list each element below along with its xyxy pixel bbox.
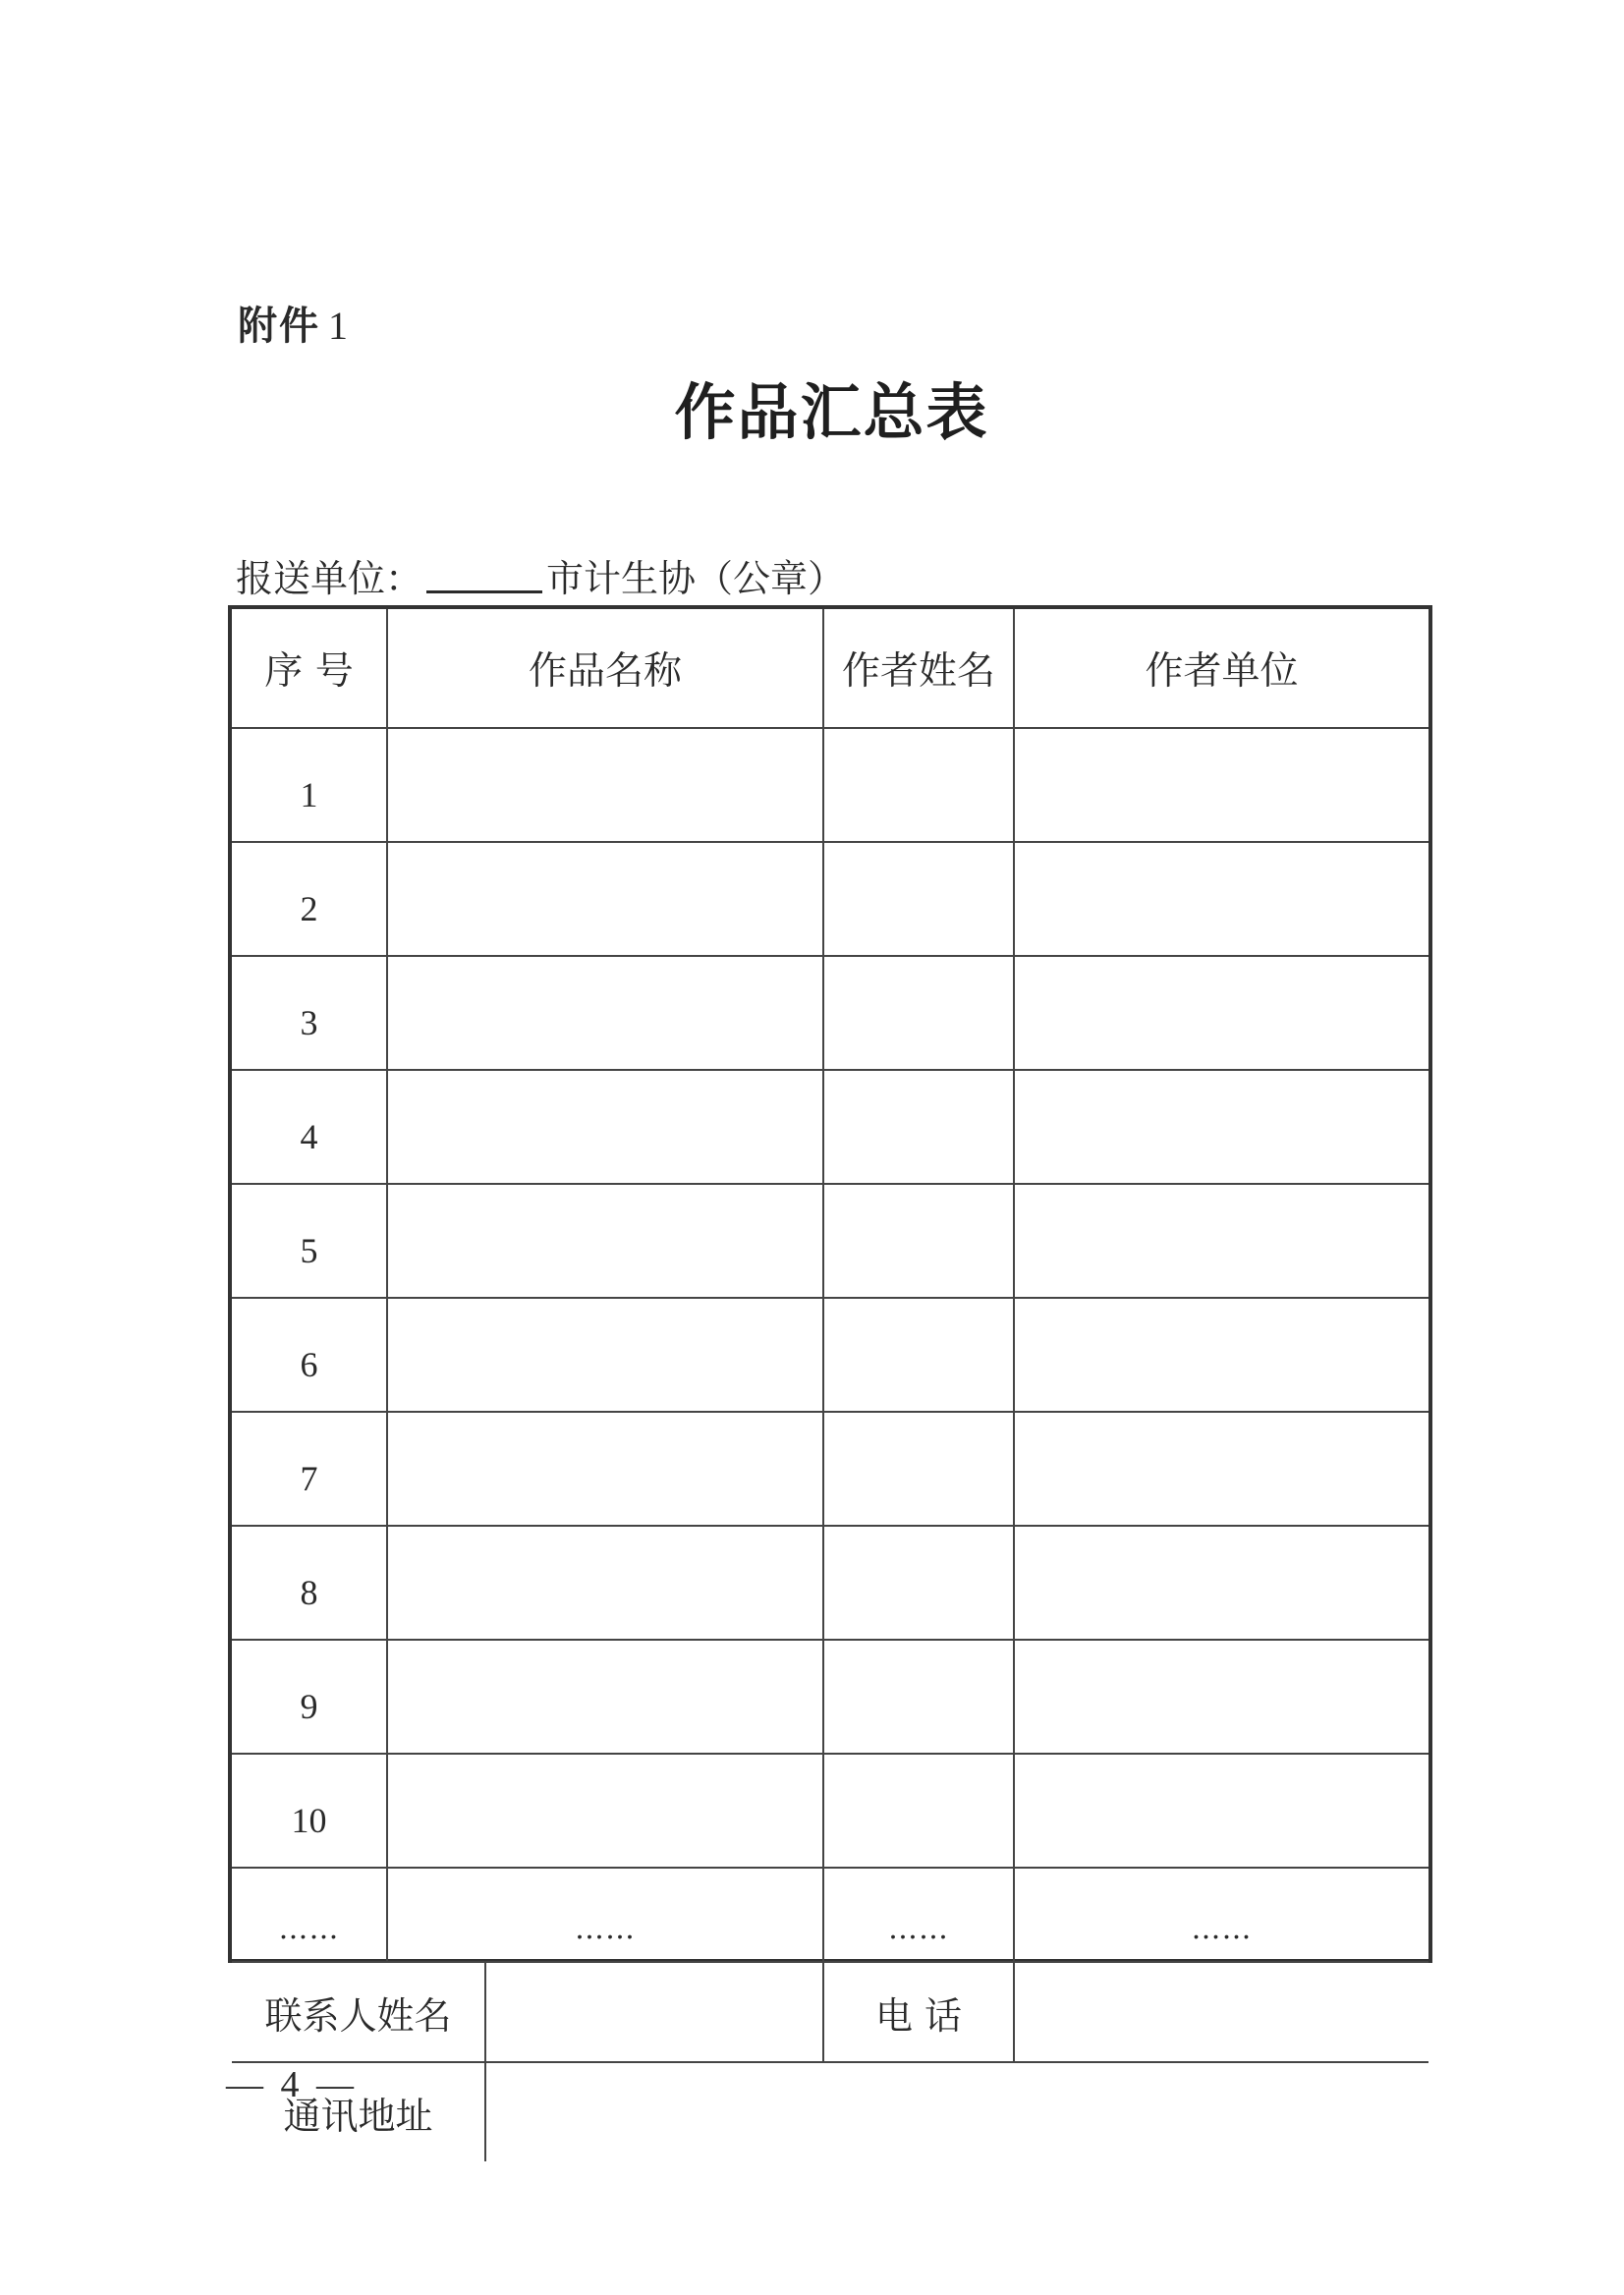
row-index: 4 bbox=[232, 1070, 387, 1184]
author-name-cell[interactable] bbox=[823, 842, 1014, 956]
author-unit-cell[interactable] bbox=[1014, 1412, 1428, 1526]
row-index: 1 bbox=[232, 728, 387, 842]
author-name-cell[interactable] bbox=[823, 728, 1014, 842]
submitting-unit-line bbox=[236, 548, 845, 602]
author-unit-cell[interactable] bbox=[1014, 1070, 1428, 1184]
header-index: 序 号 bbox=[232, 609, 387, 728]
row-index: 10 bbox=[232, 1754, 387, 1868]
contact-row bbox=[232, 1962, 1428, 2062]
table-header-row bbox=[232, 609, 1428, 728]
header-author-name: 作者姓名 bbox=[823, 609, 1014, 728]
work-name-cell[interactable] bbox=[387, 1298, 823, 1412]
submitting-unit-blank[interactable] bbox=[426, 561, 542, 593]
table-row bbox=[232, 1640, 1428, 1754]
work-name-cell[interactable] bbox=[387, 1640, 823, 1754]
row-index: 3 bbox=[232, 956, 387, 1070]
table-row bbox=[232, 1412, 1428, 1526]
author-name-cell[interactable] bbox=[823, 956, 1014, 1070]
work-name-cell[interactable] bbox=[387, 1754, 823, 1868]
header-work-name: 作品名称 bbox=[387, 609, 823, 728]
work-name-cell[interactable] bbox=[387, 1184, 823, 1298]
table-row bbox=[232, 956, 1428, 1070]
author-name-cell[interactable] bbox=[823, 1070, 1014, 1184]
row-index: 2 bbox=[232, 842, 387, 956]
submitting-unit-suffix: 市计生协（公章） bbox=[546, 557, 846, 600]
works-summary-table bbox=[228, 605, 1432, 2138]
work-name-cell[interactable] bbox=[387, 842, 823, 956]
document-title: 作品汇总表 bbox=[674, 376, 989, 448]
address-row bbox=[232, 2062, 1428, 2161]
row-index: 7 bbox=[232, 1412, 387, 1526]
work-name-cell[interactable] bbox=[387, 1412, 823, 1526]
address-label: 通讯地址 bbox=[232, 2062, 485, 2161]
author-unit-cell[interactable] bbox=[1014, 1640, 1428, 1754]
work-name-cell[interactable] bbox=[387, 728, 823, 842]
row-index: 9 bbox=[232, 1640, 387, 1754]
contact-name-label: 联系人姓名 bbox=[232, 1962, 485, 2062]
row-index: 6 bbox=[232, 1298, 387, 1412]
author-unit-cell[interactable] bbox=[1014, 842, 1428, 956]
author-name-cell[interactable] bbox=[823, 1412, 1014, 1526]
table-row bbox=[232, 1526, 1428, 1640]
author-unit-cell[interactable] bbox=[1014, 1298, 1428, 1412]
attachment-label bbox=[238, 295, 350, 351]
table-row bbox=[232, 842, 1428, 956]
phone-label: 电 话 bbox=[823, 1962, 1014, 2062]
table-row bbox=[232, 1754, 1428, 1868]
author-name-cell[interactable] bbox=[823, 1640, 1014, 1754]
author-name-cell[interactable] bbox=[823, 1184, 1014, 1298]
work-name-cell[interactable] bbox=[387, 956, 823, 1070]
table-row bbox=[232, 1184, 1428, 1298]
page-number: — 4 — bbox=[226, 2064, 358, 2105]
attachment-number: 1 bbox=[328, 304, 350, 348]
table-row bbox=[232, 728, 1428, 842]
author-name-cell[interactable] bbox=[823, 1526, 1014, 1640]
ellipsis-work-name bbox=[387, 1868, 823, 1962]
contact-name-cell[interactable] bbox=[485, 1962, 823, 2062]
row-index: 8 bbox=[232, 1526, 387, 1640]
ellipsis-text: …… bbox=[1191, 1912, 1253, 1946]
address-cell[interactable] bbox=[485, 2062, 1428, 2161]
work-name-cell[interactable] bbox=[387, 1070, 823, 1184]
author-name-cell[interactable] bbox=[823, 1298, 1014, 1412]
submitting-unit-label: 报送单位： bbox=[236, 557, 423, 600]
ellipsis-text: …… bbox=[278, 1912, 340, 1946]
work-name-cell[interactable] bbox=[387, 1526, 823, 1640]
table-row bbox=[232, 1298, 1428, 1412]
row-index: 5 bbox=[232, 1184, 387, 1298]
ellipsis-index bbox=[232, 1868, 387, 1962]
author-name-cell[interactable] bbox=[823, 1754, 1014, 1868]
phone-cell[interactable] bbox=[1014, 1962, 1428, 2062]
table-row-ellipsis bbox=[232, 1868, 1428, 1962]
author-unit-cell[interactable] bbox=[1014, 956, 1428, 1070]
ellipsis-text: …… bbox=[888, 1912, 950, 1946]
author-unit-cell[interactable] bbox=[1014, 1526, 1428, 1640]
ellipsis-text: …… bbox=[575, 1912, 636, 1946]
table-row bbox=[232, 1070, 1428, 1184]
ellipsis-author-unit bbox=[1014, 1868, 1428, 1962]
author-unit-cell[interactable] bbox=[1014, 1184, 1428, 1298]
author-unit-cell[interactable] bbox=[1014, 1754, 1428, 1868]
ellipsis-author-name bbox=[823, 1868, 1014, 1962]
header-author-unit: 作者单位 bbox=[1014, 609, 1428, 728]
attachment-label-text: 附件 bbox=[238, 304, 320, 349]
author-unit-cell[interactable] bbox=[1014, 728, 1428, 842]
